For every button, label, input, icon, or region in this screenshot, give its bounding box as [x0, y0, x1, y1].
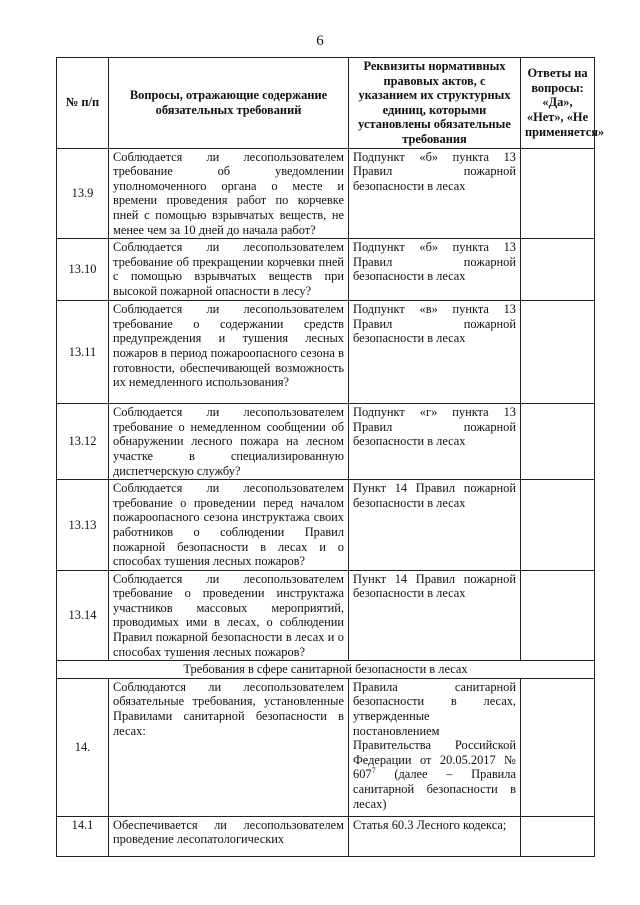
table-row-13-12 — [57, 404, 595, 480]
answer-cell[interactable] — [521, 678, 595, 816]
table-row-14-1 — [57, 816, 595, 856]
table-row-14 — [57, 678, 595, 816]
table-header-row — [57, 58, 595, 149]
requisites-text-cont: (далее – Правила санитарной безопасности в лесах) — [353, 767, 516, 811]
row-number: 13.11 — [57, 301, 109, 404]
row-number: 13.9 — [57, 148, 109, 239]
answer-cell[interactable] — [521, 404, 595, 480]
row-number: 13.10 — [57, 239, 109, 301]
row-question: Соблюдается ли лесопользователем требование о содержании средств предупреждения и тушения лесных пожаров в период пожароопасного сезона в готовности, обеспечивающей возможность их немедленного использования? — [109, 301, 349, 404]
table-row-13-10 — [57, 239, 595, 301]
row-question: Соблюдается ли лесопользователем требование об уведомлении уполномоченного органа о месте и времени проведения работ по корчевке пней с помощью взрывчатых веществ, не менее чем за 10 дней до начала работ? — [109, 148, 349, 239]
table-row-13-11 — [57, 301, 595, 404]
table-row-13-9 — [57, 148, 595, 239]
answer-cell[interactable] — [521, 480, 595, 571]
row-number: 14.1 — [57, 816, 109, 856]
row-question: Обеспечивается ли лесопользователем проведение лесопатологических — [109, 816, 349, 856]
row-number: 14. — [57, 678, 109, 816]
row-requisites: Подпункт «б» пункта 13 Правил пожарной безопасности в лесах — [349, 148, 521, 239]
table-row-13-13 — [57, 480, 595, 571]
checklist-table — [56, 57, 605, 857]
row-question: Соблюдается ли лесопользователем требование о проведении инструктажа участников массовых мероприятий, проводимых ими в лесах, о соблюдении Правил пожарной безопасности в лесах и о способах тушения лесных пожаров? — [109, 570, 349, 661]
header-question: Вопросы, отражающие содержание обязательных требований — [109, 58, 349, 149]
answer-cell[interactable] — [521, 239, 595, 301]
page-number: 6 — [316, 33, 324, 49]
table-row-13-14 — [57, 570, 595, 661]
row-number: 13.14 — [57, 570, 109, 661]
header-requisites: Реквизиты нормативных правовых актов, с указанием их структурных единиц, которыми установлены обязательные требования — [349, 58, 521, 149]
row-question: Соблюдается ли лесопользователем требование о проведении перед началом пожароопасного сезона инструктажа своих работников о соблюдении Правил пожарной безопасности в лесах и о способах тушения лесных пожаров? — [109, 480, 349, 571]
row-question: Соблюдается ли лесопользователем требование о немедленном сообщении об обнаружении лесного пожара на лесном участке в специализированную диспетчерскую службу? — [109, 404, 349, 480]
answer-cell[interactable] — [521, 301, 595, 404]
answer-cell[interactable] — [521, 816, 595, 856]
row-requisites: Статья 60.3 Лесного кодекса; — [349, 816, 521, 856]
header-num: № п/п — [57, 58, 109, 149]
row-requisites: Пункт 14 Правил пожарной безопасности в лесах — [349, 570, 521, 661]
row-requisites: Подпункт «в» пункта 13 Правил пожарной безопасности в лесах — [349, 301, 521, 404]
row-requisites — [349, 678, 521, 816]
answer-cell[interactable] — [521, 148, 595, 239]
row-requisites: Подпункт «г» пункта 13 Правил пожарной безопасности в лесах — [349, 404, 521, 480]
section-title: Требования в сфере санитарной безопасности в лесах — [57, 661, 595, 679]
row-question: Соблюдаются ли лесопользователем обязательные требования, установленные Правилами санитарной безопасности в лесах: — [109, 678, 349, 816]
section-row — [57, 661, 595, 679]
row-requisites: Пункт 14 Правил пожарной безопасности в лесах — [349, 480, 521, 571]
requisites-text: Правила санитарной безопасности в лесах, утвержденные постановлением Правительства Российской Федерации от 20.05.2017 № 607 — [353, 679, 516, 782]
header-answers: Ответы на вопросы: «Да», «Нет», «Не применяется» — [521, 58, 595, 149]
row-number: 13.12 — [57, 404, 109, 480]
footnote-marker: 7 — [371, 766, 376, 776]
row-number: 13.13 — [57, 480, 109, 571]
row-requisites: Подпункт «б» пункта 13 Правил пожарной безопасности в лесах — [349, 239, 521, 301]
answer-cell[interactable] — [521, 570, 595, 661]
row-question: Соблюдается ли лесопользователем требование об прекращении корчевки пней с помощью взрывчатых веществ при высокой пожарной опасности в лесу? — [109, 239, 349, 301]
